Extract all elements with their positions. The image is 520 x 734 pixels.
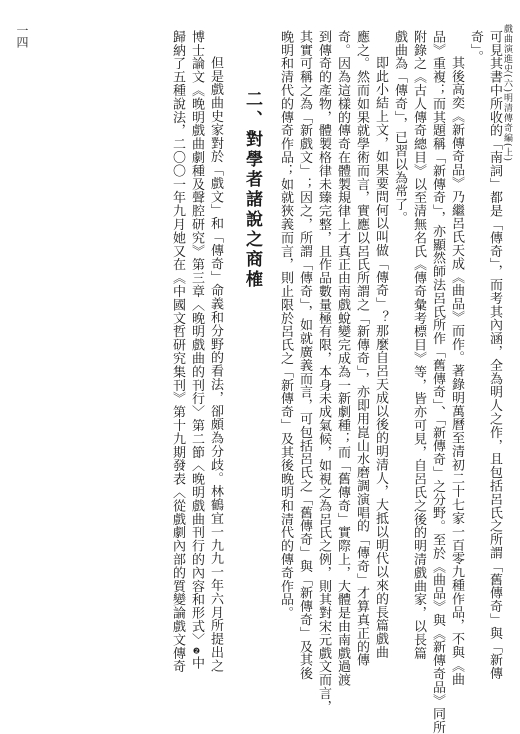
running-head: 戲曲演進史(六)明清傳奇編(上) [502,24,512,163]
text-column [188,30,204,670]
section-heading: 二、對學者諸說之商榷 [242,90,262,290]
text-column: 即此小結上文，如果要問何以叫做「傳奇」？那麼自呂天成以後的明清人，大抵以明代以來的長篇戲曲 [373,56,388,659]
text-column: 應之。然而如果就學術而言，實應以呂氏所謂之「新傳奇」，亦即用崑山水磨調演唱的「傳奇」才算真正的傳 [354,30,369,667]
footnote-marker: ❷ [192,646,201,656]
text-column: 到傳奇的產物，體製格律未臻完整，且作品數量極有限，本身未成氣候，如視之為呂氏之例，則其對宋元戲文而言， [316,30,331,714]
body-text [40,30,502,734]
page-number: 一四 [15,24,29,48]
text-column: 附錄之《古人傳奇總目》以至清無名氏《傳奇彙考標目》等，皆亦可見，自呂氏之後的明清戲曲家，以長篇 [411,30,426,660]
text-column: 戲曲為「傳奇」，已習以為常了。 [392,30,407,225]
text-column: 奇」。 [468,30,483,64]
text-column: 晚明和清代的傳奇作品；如就狹義而言，則止限於呂氏之「新傳奇」及其後晚明和清代的傳奇作品。 [278,30,293,620]
text-column: 品》重複；而其題稱「新傳奇」，亦顯然師法呂氏所作「舊傳奇」、「新傳奇」之分野。至於《曲品》與《新傳奇品》同所 [430,30,445,734]
text-column-body: 博士論文《晚明戲曲劇種及聲腔研究》第三章〈晚明戲曲的刊行〉第二節〈晚明戲曲刊行的內容和形式〉 [189,30,204,647]
text-column: 其後高奕《新傳奇品》乃繼呂氏天成《曲品》而作。著錄明萬曆至清初二十七家一百零九種作品，不與《曲 [449,56,464,686]
text-column: 奇。因為這樣的傳奇在體製規律上才真正由南戲蛻變完成為一新劇種；而「舊傳奇」實際上，大體是由南戲過渡 [335,30,350,687]
text-column-tail: 中 [189,655,204,670]
text-column: 但是戲曲史家對於「戲文」和「傳奇」命義和分野的看法，卻頗為分歧。林鶴宜一九九一年六月所提出之 [208,56,223,673]
text-column: 可見其書中所收的「南詞」都是「傳奇」，而考其內涵，全為明人之作，且包括呂氏之所謂「舊傳奇」與「新傳 [487,30,502,681]
text-column: 歸納了五種說法，二〇〇一年九月她又在《中國文哲研究集刊》第十九期發表〈從戲劇內部的質變論戲文傳奇 [170,30,185,674]
text-column: 其實可稱之為「新戲文」；因之，所謂「傳奇」，如就廣義而言，可包括呂氏之「舊傳奇」與「新傳奇」及其後 [297,30,312,681]
